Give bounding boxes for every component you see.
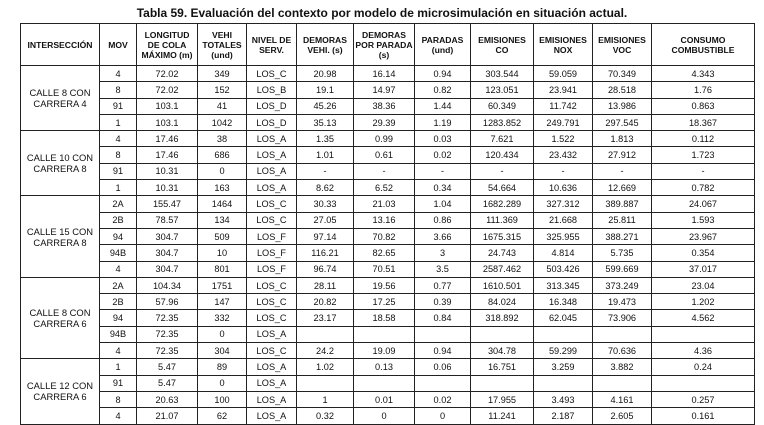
table-cell: 16.751 [471,359,534,375]
table-cell [297,326,354,342]
table-cell: 1 [297,391,354,407]
table-cell: 303.544 [471,66,534,82]
table-cell: 389.887 [593,196,652,212]
table-cell: LOS_C [247,310,297,326]
table-cell: 91 [100,163,137,179]
table-cell: 20.82 [297,294,354,310]
table-cell: 509 [198,228,247,244]
table-cell: 0.863 [652,98,755,114]
table-cell: 6.52 [354,180,415,196]
column-header: INTERSECCIÓN [21,24,100,66]
table-cell: 19.56 [354,277,415,293]
table-cell: 0 [198,326,247,342]
table-cell: 1042 [198,114,247,130]
table-cell: 62 [198,408,247,424]
table-cell: 801 [198,261,247,277]
table-cell: 503.426 [534,261,593,277]
table-cell: LOS_A [247,131,297,147]
column-header: MOV [100,24,137,66]
table-cell [354,375,415,391]
table-cell: LOS_F [247,245,297,261]
table-cell [534,326,593,342]
table-cell: - [652,163,755,179]
table-cell: 1675.315 [471,228,534,244]
table-cell: 23.967 [652,228,755,244]
table-cell: 17.25 [354,294,415,310]
table-cell: 25.811 [593,212,652,228]
table-cell: 1.202 [652,294,755,310]
table-cell: 4 [100,261,137,277]
table-cell: 1 [100,359,137,375]
header-row [21,24,755,66]
table-cell: 123.051 [471,82,534,98]
table-cell: 332 [198,310,247,326]
table-cell: 1.01 [297,147,354,163]
table-cell: - [534,163,593,179]
table-cell: 0.94 [415,343,471,359]
table-row [21,98,755,114]
table-cell: 1682.289 [471,196,534,212]
table-cell: 23.941 [534,82,593,98]
table-cell: 4.36 [652,343,755,359]
table-cell: 0.39 [415,294,471,310]
table-cell: 24.067 [652,196,755,212]
table-cell: 0.24 [652,359,755,375]
table-row [21,375,755,391]
table-cell: 0 [198,375,247,391]
table-cell: 20.98 [297,66,354,82]
table-cell: 0.84 [415,310,471,326]
table-cell: 120.434 [471,147,534,163]
table-cell: 10.31 [137,180,198,196]
table-cell: 96.74 [297,261,354,277]
table-cell: 8 [100,391,137,407]
table-cell: 23.17 [297,310,354,326]
table-cell [471,375,534,391]
table-cell: 0.77 [415,277,471,293]
table-cell: LOS_D [247,98,297,114]
table-cell: 152 [198,82,247,98]
table-cell: 10.31 [137,163,198,179]
table-cell: 0.112 [652,131,755,147]
table-cell: 0.86 [415,212,471,228]
table-cell: 57.96 [137,294,198,310]
table-cell: 0.01 [354,391,415,407]
intersection-cell: CALLE 8 CON CARRERA 6 [21,277,100,358]
table-cell: - [297,163,354,179]
table-row [21,66,755,82]
table-cell: 3.5 [415,261,471,277]
table-cell: 5.47 [137,375,198,391]
table-cell: LOS_A [247,326,297,342]
table-row [21,131,755,147]
table-cell: 4.562 [652,310,755,326]
table-cell: 0.02 [415,391,471,407]
table-cell: 60.349 [471,98,534,114]
table-cell: 70.82 [354,228,415,244]
table-cell: 249.791 [534,114,593,130]
table-cell: 37.017 [652,261,755,277]
table-cell: - [354,163,415,179]
table-cell: 1283.852 [471,114,534,130]
table-cell: 134 [198,212,247,228]
table-cell: LOS_A [247,163,297,179]
table-cell: LOS_F [247,228,297,244]
table-cell: 27.05 [297,212,354,228]
intersection-cell: CALLE 12 CON CARRERA 6 [21,359,100,424]
table-cell: 17.955 [471,391,534,407]
table-cell: 7.621 [471,131,534,147]
table-cell: 0.782 [652,180,755,196]
table-cell: 0.161 [652,408,755,424]
table-cell: 1.593 [652,212,755,228]
table-cell: LOS_C [247,294,297,310]
table-row [21,310,755,326]
table-cell: 35.13 [297,114,354,130]
table-cell: 5.735 [593,245,652,261]
table-row [21,261,755,277]
table-cell: 0.61 [354,147,415,163]
table-cell: LOS_A [247,408,297,424]
table-cell: 72.35 [137,326,198,342]
table-cell: 11.241 [471,408,534,424]
table-cell: 0.82 [415,82,471,98]
table-cell: 116.21 [297,245,354,261]
table-cell: 1.02 [297,359,354,375]
table-cell: 28.518 [593,82,652,98]
table-caption: Tabla 59. Evaluación del contexto por modelo de microsimulación en situación actual. [136,6,628,20]
intersection-cell: CALLE 10 CON CARRERA 8 [21,131,100,196]
table-cell: 0 [415,408,471,424]
table-row [21,196,755,212]
column-header: PARADAS (und) [415,24,471,66]
table-cell: 17.46 [137,131,198,147]
table-cell: 21.03 [354,196,415,212]
table-cell: 72.35 [137,343,198,359]
table-cell: - [415,163,471,179]
table-cell: 30.33 [297,196,354,212]
table-cell: 14.97 [354,82,415,98]
table-cell: 72.35 [137,310,198,326]
table-cell: 1.723 [652,147,755,163]
table-row [21,82,755,98]
table-cell: 304.7 [137,245,198,261]
table-cell: 13.16 [354,212,415,228]
intersection-cell: CALLE 15 CON CARRERA 8 [21,196,100,277]
table-cell: 19.1 [297,82,354,98]
column-header: DEMORAS VEHI. (s) [297,24,354,66]
table-cell: 16.14 [354,66,415,82]
table-cell: 97.14 [297,228,354,244]
table-cell: 45.26 [297,98,354,114]
table-cell: 4.161 [593,391,652,407]
table-cell: 29.39 [354,114,415,130]
table-cell: 62.045 [534,310,593,326]
table-cell: 4.814 [534,245,593,261]
table-row [21,294,755,310]
table-cell: 0.34 [415,180,471,196]
table-row [21,114,755,130]
table-cell: 4 [100,66,137,82]
table-cell: 1.35 [297,131,354,147]
table-cell: 24.743 [471,245,534,261]
table-cell: 304 [198,343,247,359]
table-cell: 2B [100,294,137,310]
table-cell: 599.669 [593,261,652,277]
table-row [21,326,755,342]
table-cell: 2A [100,196,137,212]
table-cell: 10 [198,245,247,261]
table-cell: 155.47 [137,196,198,212]
table-cell: 0.02 [415,147,471,163]
table-cell [415,375,471,391]
table-cell: 19.09 [354,343,415,359]
table-cell: 0.94 [415,66,471,82]
table-cell: 54.664 [471,180,534,196]
table-cell: 103.1 [137,114,198,130]
table-cell: 3.66 [415,228,471,244]
table-cell: 349 [198,66,247,82]
table-cell: 304.7 [137,228,198,244]
table-cell: 325.955 [534,228,593,244]
table-cell: LOS_C [247,66,297,82]
table-cell: 23.432 [534,147,593,163]
table-cell: 24.2 [297,343,354,359]
table-cell: 82.65 [354,245,415,261]
table-cell: 41 [198,98,247,114]
table-cell: 70.349 [593,66,652,82]
table-cell: - [471,163,534,179]
table-cell [652,326,755,342]
table-cell: 8 [100,82,137,98]
table-cell: 104.34 [137,277,198,293]
table-row [21,343,755,359]
table-cell: 91 [100,375,137,391]
table-cell: LOS_C [247,277,297,293]
table-cell: LOS_A [247,391,297,407]
table-cell: 2587.462 [471,261,534,277]
table-cell [471,326,534,342]
column-header: DEMORAS POR PARADA (s) [354,24,415,66]
table-cell: 686 [198,147,247,163]
table-cell: 4 [100,343,137,359]
column-header: VEHI TOTALES (und) [198,24,247,66]
table-cell: LOS_B [247,82,297,98]
table-cell: 94B [100,245,137,261]
table-cell: LOS_A [247,375,297,391]
table-cell: 103.1 [137,98,198,114]
table-cell: 1.522 [534,131,593,147]
table-cell: LOS_A [247,359,297,375]
column-header: CONSUMO COMBUSTIBLE [652,24,755,66]
table-cell: 8.62 [297,180,354,196]
table-cell: LOS_A [247,147,297,163]
table-cell: 373.249 [593,277,652,293]
table-cell: 94 [100,228,137,244]
table-cell: 11.742 [534,98,593,114]
table-cell: 2B [100,212,137,228]
table-cell: 4.343 [652,66,755,82]
table-cell: 10.636 [534,180,593,196]
table-cell: LOS_F [247,261,297,277]
table-cell: 0.13 [354,359,415,375]
table-cell: 59.299 [534,343,593,359]
table-cell: LOS_A [247,180,297,196]
table-cell: 72.02 [137,66,198,82]
table-cell: 1.44 [415,98,471,114]
table-cell: 18.367 [652,114,755,130]
table-cell: 304.7 [137,261,198,277]
table-cell: 0 [198,163,247,179]
table-cell [297,375,354,391]
table-cell [593,326,652,342]
table-cell: 0.06 [415,359,471,375]
table-row [21,277,755,293]
table-cell: 28.11 [297,277,354,293]
table-cell: 147 [198,294,247,310]
table-cell: 3 [415,245,471,261]
table-cell: 23.04 [652,277,755,293]
table-cell: 1751 [198,277,247,293]
table-cell: 163 [198,180,247,196]
table-cell: 1.813 [593,131,652,147]
intersection-cell: CALLE 8 CON CARRERA 4 [21,66,100,131]
table-body [21,66,755,425]
table-cell: 21.07 [137,408,198,424]
table-cell: 59.059 [534,66,593,82]
table-cell: 12.669 [593,180,652,196]
table-cell: 2.605 [593,408,652,424]
table-cell: - [593,163,652,179]
table-cell: 72.02 [137,82,198,98]
column-header: NIVEL DE SERV. [247,24,297,66]
table-cell: 16.348 [534,294,593,310]
table-cell: 18.58 [354,310,415,326]
table-row [21,408,755,424]
column-header: EMISIONES CO [471,24,534,66]
table-cell: 313.345 [534,277,593,293]
table-cell: 0.257 [652,391,755,407]
table-cell: 73.906 [593,310,652,326]
table-cell: 3.882 [593,359,652,375]
column-header: LONGITUD DE COLA MÁXIMO (m) [137,24,198,66]
table-cell: 89 [198,359,247,375]
table-row [21,245,755,261]
table-cell: 84.024 [471,294,534,310]
column-header: EMISIONES NOX [534,24,593,66]
table-row [21,163,755,179]
table-cell: 0 [354,408,415,424]
table-cell: 1 [100,180,137,196]
results-table [20,23,755,425]
table-cell: 94B [100,326,137,342]
table-cell: 0.03 [415,131,471,147]
table-cell: LOS_D [247,114,297,130]
table-cell: 1.19 [415,114,471,130]
table-cell: 38.36 [354,98,415,114]
table-cell: 8 [100,147,137,163]
table-row [21,147,755,163]
table-cell: 5.47 [137,359,198,375]
table-cell: 4 [100,131,137,147]
table-cell: 0.32 [297,408,354,424]
table-row [21,359,755,375]
table-cell: 388.271 [593,228,652,244]
table-cell: 13.986 [593,98,652,114]
table-cell: 91 [100,98,137,114]
table-row [21,391,755,407]
table-cell [354,326,415,342]
table-cell: 2A [100,277,137,293]
table-cell: 327.312 [534,196,593,212]
table-cell: 78.57 [137,212,198,228]
table-cell: 27.912 [593,147,652,163]
table-cell: 297.545 [593,114,652,130]
table-cell [415,326,471,342]
table-cell: 1.04 [415,196,471,212]
table-cell: 100 [198,391,247,407]
table-cell: LOS_C [247,212,297,228]
table-row [21,212,755,228]
table-cell [534,375,593,391]
table-row [21,228,755,244]
table-cell: 3.493 [534,391,593,407]
table-cell: 1 [100,114,137,130]
table-cell: 1464 [198,196,247,212]
table-cell: LOS_C [247,196,297,212]
table-cell: 21.668 [534,212,593,228]
table-cell: 70.636 [593,343,652,359]
table-cell: 20.63 [137,391,198,407]
table-cell: 94 [100,310,137,326]
table-cell: 318.892 [471,310,534,326]
table-cell: 111.369 [471,212,534,228]
table-cell: 38 [198,131,247,147]
table-cell: LOS_C [247,343,297,359]
column-header: EMISIONES VOC [593,24,652,66]
table-cell: 304.78 [471,343,534,359]
table-cell: 2.187 [534,408,593,424]
table-cell: 17.46 [137,147,198,163]
table-cell: 1.76 [652,82,755,98]
table-row [21,180,755,196]
table-cell: 0.354 [652,245,755,261]
table-cell: 70.51 [354,261,415,277]
table-cell: 19.473 [593,294,652,310]
table-cell [652,375,755,391]
table-cell: 3.259 [534,359,593,375]
table-cell: 1610.501 [471,277,534,293]
table-cell: 0.99 [354,131,415,147]
table-cell: 4 [100,408,137,424]
table-cell [593,375,652,391]
